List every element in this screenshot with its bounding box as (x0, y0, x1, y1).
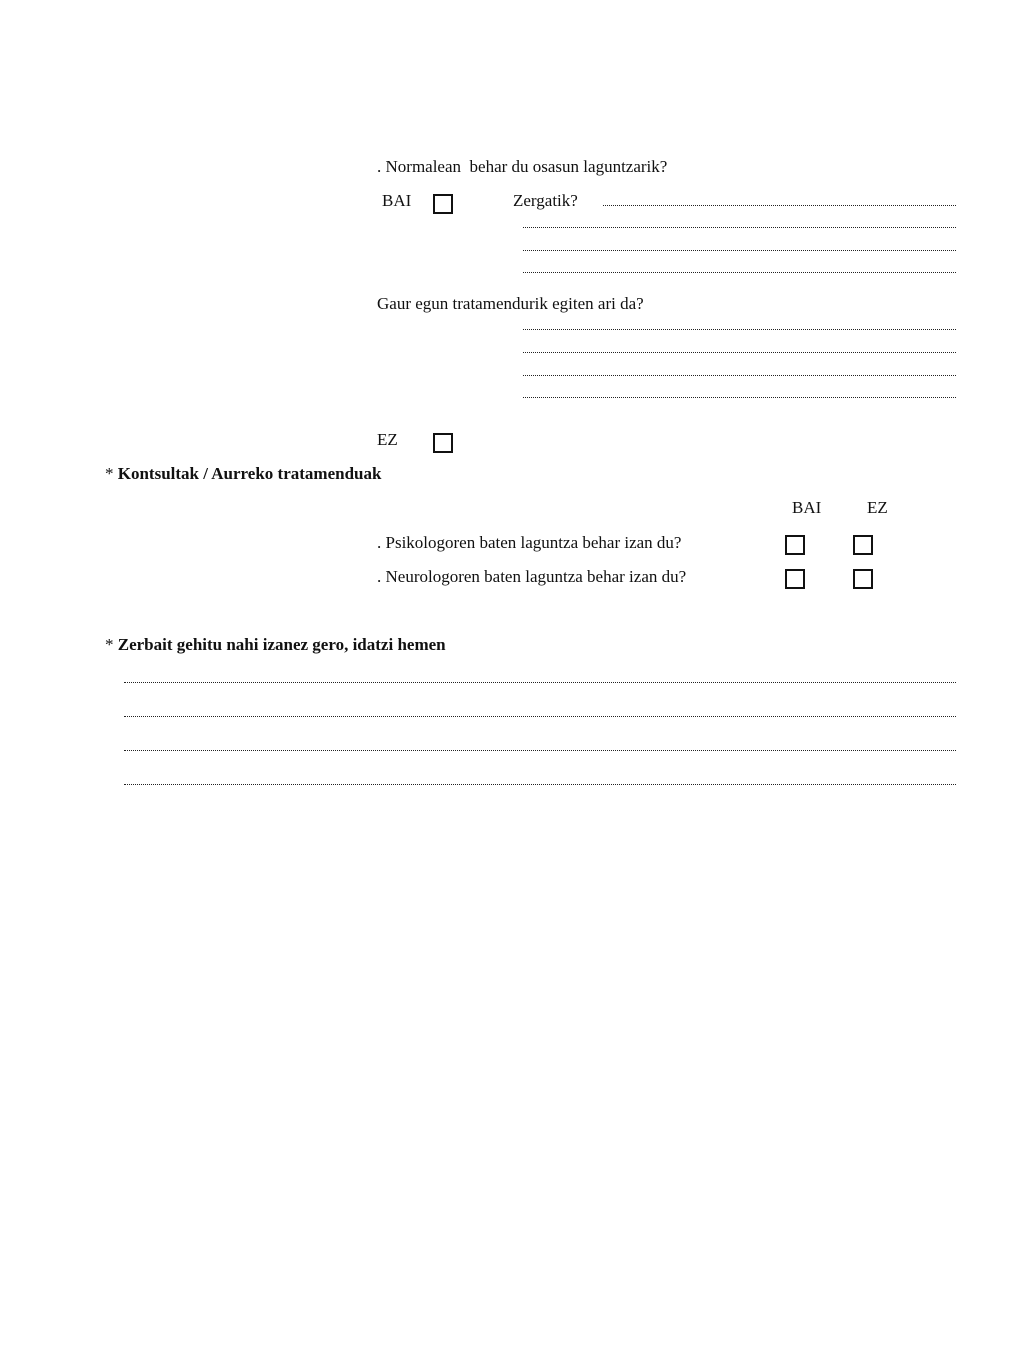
treatment-answer-line-4[interactable] (523, 397, 956, 398)
extra-heading-star: * (105, 635, 118, 654)
extra-heading (105, 635, 446, 655)
column-yes-label: BAI (792, 498, 822, 517)
extra-answer-line-3[interactable] (124, 750, 956, 751)
why-answer-line-3[interactable] (523, 250, 956, 251)
extra-answer-line-4[interactable] (124, 784, 956, 785)
consults-heading (105, 464, 381, 484)
yes-label: BAI (382, 191, 412, 210)
treatment-answer-line-2[interactable] (523, 352, 956, 353)
extra-answer-line-2[interactable] (124, 716, 956, 717)
neurologist-no-checkbox[interactable] (853, 569, 873, 589)
treatment-answer-line-1[interactable] (523, 329, 956, 330)
no-checkbox[interactable] (433, 433, 453, 453)
extra-answer-line-1[interactable] (124, 682, 956, 683)
psychologist-no-checkbox[interactable] (853, 535, 873, 555)
no-label: EZ (377, 430, 398, 449)
consults-heading-text: Kontsultak / Aurreko tratamenduak (117, 464, 382, 483)
yes-checkbox[interactable] (433, 194, 453, 214)
psychologist-question: . Psikologoren baten laguntza behar izan du? (377, 533, 682, 552)
column-no-label: EZ (867, 498, 888, 517)
why-label: Zergatik? (513, 191, 578, 210)
treatment-question: Gaur egun tratamendurik egiten ari da? (377, 294, 644, 313)
why-answer-line-4[interactable] (523, 272, 956, 273)
treatment-answer-line-3[interactable] (523, 375, 956, 376)
neurologist-question: . Neurologoren baten laguntza behar izan du? (377, 567, 687, 586)
question-health-help: . Normalean behar du osasun laguntzarik? (377, 157, 668, 176)
why-answer-line-1[interactable] (603, 205, 956, 206)
psychologist-yes-checkbox[interactable] (785, 535, 805, 555)
neurologist-yes-checkbox[interactable] (785, 569, 805, 589)
extra-heading-text: Zerbait gehitu nahi izanez gero, idatzi hemen (117, 635, 446, 654)
consults-heading-star: * (105, 464, 118, 483)
why-answer-line-2[interactable] (523, 227, 956, 228)
